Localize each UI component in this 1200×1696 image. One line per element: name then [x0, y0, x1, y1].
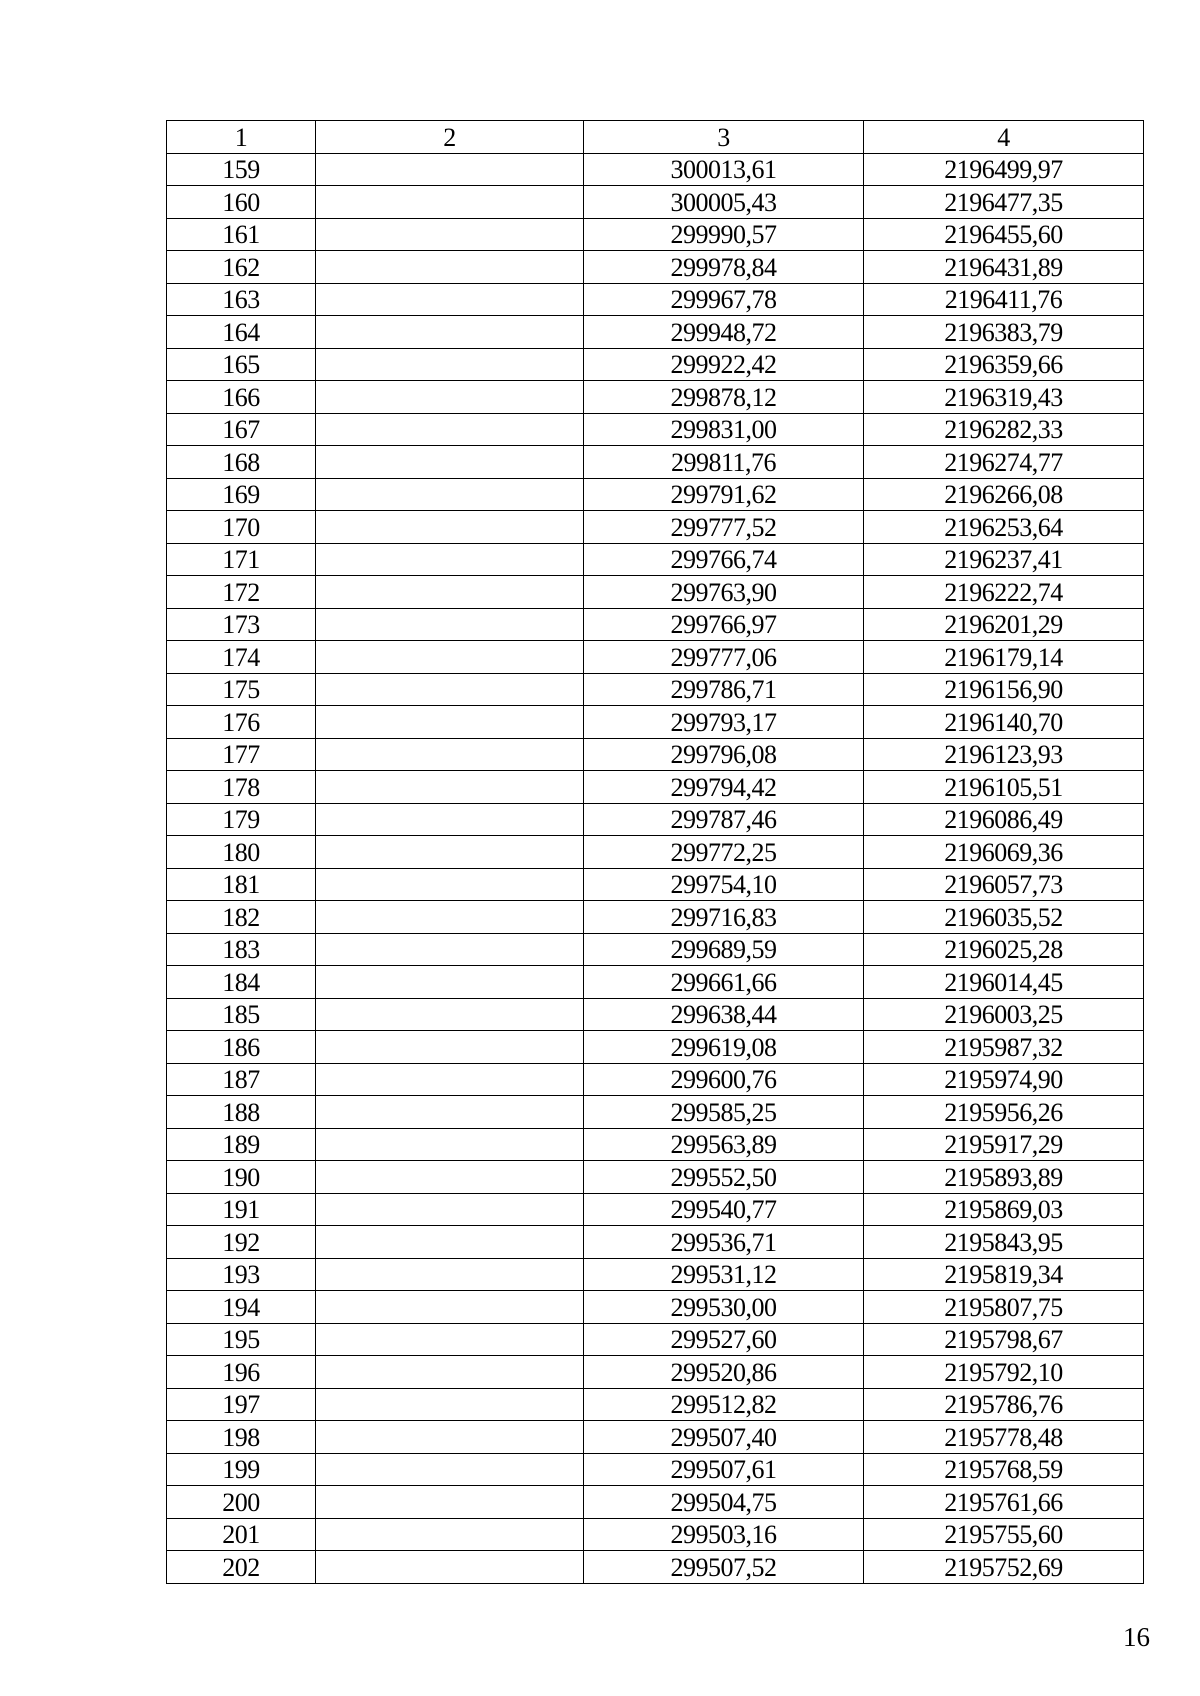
- x-coordinate-cell: 300005,43: [584, 186, 864, 219]
- y-coordinate-cell: 2196455,60: [864, 218, 1144, 251]
- page-number: 16: [1123, 1622, 1150, 1652]
- table-row: [167, 1193, 1144, 1226]
- empty-cell: [316, 316, 584, 349]
- point-number-cell: 177: [167, 738, 316, 771]
- point-number-cell: 160: [167, 186, 316, 219]
- y-coordinate-cell: 2196477,35: [864, 186, 1144, 219]
- y-coordinate-cell: 2196105,51: [864, 771, 1144, 804]
- table-row: [167, 316, 1144, 349]
- table-row: [167, 868, 1144, 901]
- y-coordinate-cell: 2196319,43: [864, 381, 1144, 414]
- x-coordinate-cell: 299512,82: [584, 1388, 864, 1421]
- point-number-cell: 174: [167, 641, 316, 674]
- empty-cell: [316, 1063, 584, 1096]
- empty-cell: [316, 836, 584, 869]
- x-coordinate-cell: 299796,08: [584, 738, 864, 771]
- y-coordinate-cell: 2196222,74: [864, 576, 1144, 609]
- y-coordinate-cell: 2196431,89: [864, 251, 1144, 284]
- x-coordinate-cell: 299772,25: [584, 836, 864, 869]
- y-coordinate-cell: 2196014,45: [864, 966, 1144, 999]
- point-number-cell: 200: [167, 1486, 316, 1519]
- y-coordinate-cell: 2196179,14: [864, 641, 1144, 674]
- y-coordinate-cell: 2196123,93: [864, 738, 1144, 771]
- x-coordinate-cell: 299766,74: [584, 543, 864, 576]
- point-number-cell: 194: [167, 1291, 316, 1324]
- x-coordinate-cell: 299504,75: [584, 1486, 864, 1519]
- table-row: [167, 998, 1144, 1031]
- table-row: [167, 1356, 1144, 1389]
- empty-cell: [316, 1031, 584, 1064]
- point-number-cell: 169: [167, 478, 316, 511]
- point-number-cell: 172: [167, 576, 316, 609]
- point-number-cell: 187: [167, 1063, 316, 1096]
- y-coordinate-cell: 2196140,70: [864, 706, 1144, 739]
- y-coordinate-cell: 2195792,10: [864, 1356, 1144, 1389]
- column-header-3: 3: [584, 121, 864, 154]
- y-coordinate-cell: 2196156,90: [864, 673, 1144, 706]
- x-coordinate-cell: 299990,57: [584, 218, 864, 251]
- point-number-cell: 175: [167, 673, 316, 706]
- y-coordinate-cell: 2196266,08: [864, 478, 1144, 511]
- x-coordinate-cell: 299507,52: [584, 1551, 864, 1584]
- empty-cell: [316, 543, 584, 576]
- x-coordinate-cell: 299793,17: [584, 706, 864, 739]
- x-coordinate-cell: 299536,71: [584, 1226, 864, 1259]
- x-coordinate-cell: 299507,61: [584, 1453, 864, 1486]
- table-row: [167, 1453, 1144, 1486]
- table-row: [167, 933, 1144, 966]
- x-coordinate-cell: 299766,97: [584, 608, 864, 641]
- table-row: [167, 771, 1144, 804]
- empty-cell: [316, 901, 584, 934]
- x-coordinate-cell: 299530,00: [584, 1291, 864, 1324]
- y-coordinate-cell: 2196282,33: [864, 413, 1144, 446]
- empty-cell: [316, 608, 584, 641]
- table-row: [167, 836, 1144, 869]
- x-coordinate-cell: 299585,25: [584, 1096, 864, 1129]
- empty-cell: [316, 153, 584, 186]
- y-coordinate-cell: 2195752,69: [864, 1551, 1144, 1584]
- table-row: [167, 803, 1144, 836]
- y-coordinate-cell: 2195869,03: [864, 1193, 1144, 1226]
- column-header-4: 4: [864, 121, 1144, 154]
- point-number-cell: 195: [167, 1323, 316, 1356]
- y-coordinate-cell: 2196057,73: [864, 868, 1144, 901]
- point-number-cell: 173: [167, 608, 316, 641]
- point-number-cell: 190: [167, 1161, 316, 1194]
- x-coordinate-cell: 299787,46: [584, 803, 864, 836]
- table-row: [167, 1421, 1144, 1454]
- empty-cell: [316, 413, 584, 446]
- y-coordinate-cell: 2196035,52: [864, 901, 1144, 934]
- y-coordinate-cell: 2195768,59: [864, 1453, 1144, 1486]
- x-coordinate-cell: 299922,42: [584, 348, 864, 381]
- empty-cell: [316, 511, 584, 544]
- column-header-1: 1: [167, 121, 316, 154]
- empty-cell: [316, 381, 584, 414]
- table-row: [167, 966, 1144, 999]
- point-number-cell: 171: [167, 543, 316, 576]
- y-coordinate-cell: 2196003,25: [864, 998, 1144, 1031]
- table-row: [167, 153, 1144, 186]
- x-coordinate-cell: 299878,12: [584, 381, 864, 414]
- point-number-cell: 180: [167, 836, 316, 869]
- empty-cell: [316, 706, 584, 739]
- y-coordinate-cell: 2195819,34: [864, 1258, 1144, 1291]
- table-row: [167, 446, 1144, 479]
- table-row: [167, 1031, 1144, 1064]
- y-coordinate-cell: 2196359,66: [864, 348, 1144, 381]
- point-number-cell: 192: [167, 1226, 316, 1259]
- y-coordinate-cell: 2195761,66: [864, 1486, 1144, 1519]
- y-coordinate-cell: 2196237,41: [864, 543, 1144, 576]
- y-coordinate-cell: 2195843,95: [864, 1226, 1144, 1259]
- point-number-cell: 197: [167, 1388, 316, 1421]
- empty-cell: [316, 478, 584, 511]
- point-number-cell: 201: [167, 1518, 316, 1551]
- table-row: [167, 478, 1144, 511]
- table-row: [167, 218, 1144, 251]
- y-coordinate-cell: 2196411,76: [864, 283, 1144, 316]
- table-row: [167, 673, 1144, 706]
- coordinates-table: [166, 120, 1144, 1584]
- point-number-cell: 191: [167, 1193, 316, 1226]
- point-number-cell: 179: [167, 803, 316, 836]
- y-coordinate-cell: 2195786,76: [864, 1388, 1144, 1421]
- x-coordinate-cell: 299716,83: [584, 901, 864, 934]
- y-coordinate-cell: 2195778,48: [864, 1421, 1144, 1454]
- point-number-cell: 196: [167, 1356, 316, 1389]
- point-number-cell: 202: [167, 1551, 316, 1584]
- point-number-cell: 184: [167, 966, 316, 999]
- table-row: [167, 413, 1144, 446]
- point-number-cell: 198: [167, 1421, 316, 1454]
- empty-cell: [316, 771, 584, 804]
- table-row: [167, 251, 1144, 284]
- y-coordinate-cell: 2195956,26: [864, 1096, 1144, 1129]
- table-row: [167, 1486, 1144, 1519]
- empty-cell: [316, 283, 584, 316]
- y-coordinate-cell: 2195987,32: [864, 1031, 1144, 1064]
- empty-cell: [316, 738, 584, 771]
- point-number-cell: 178: [167, 771, 316, 804]
- table-row: [167, 1063, 1144, 1096]
- empty-cell: [316, 1291, 584, 1324]
- x-coordinate-cell: 299661,66: [584, 966, 864, 999]
- empty-cell: [316, 933, 584, 966]
- empty-cell: [316, 803, 584, 836]
- point-number-cell: 165: [167, 348, 316, 381]
- empty-cell: [316, 348, 584, 381]
- point-number-cell: 167: [167, 413, 316, 446]
- point-number-cell: 189: [167, 1128, 316, 1161]
- x-coordinate-cell: 299794,42: [584, 771, 864, 804]
- table-row: [167, 348, 1144, 381]
- point-number-cell: 181: [167, 868, 316, 901]
- x-coordinate-cell: 299791,62: [584, 478, 864, 511]
- empty-cell: [316, 641, 584, 674]
- x-coordinate-cell: 299531,12: [584, 1258, 864, 1291]
- table-row: [167, 738, 1144, 771]
- x-coordinate-cell: 299540,77: [584, 1193, 864, 1226]
- x-coordinate-cell: 299777,52: [584, 511, 864, 544]
- point-number-cell: 162: [167, 251, 316, 284]
- x-coordinate-cell: 299520,86: [584, 1356, 864, 1389]
- x-coordinate-cell: 299831,00: [584, 413, 864, 446]
- empty-cell: [316, 1128, 584, 1161]
- coordinates-table-body: [167, 121, 1144, 1584]
- table-row: [167, 641, 1144, 674]
- table-row: [167, 511, 1144, 544]
- empty-cell: [316, 1388, 584, 1421]
- table-row: [167, 1128, 1144, 1161]
- table-row: [167, 1388, 1144, 1421]
- point-number-cell: 159: [167, 153, 316, 186]
- y-coordinate-cell: 2195755,60: [864, 1518, 1144, 1551]
- y-coordinate-cell: 2196201,29: [864, 608, 1144, 641]
- point-number-cell: 166: [167, 381, 316, 414]
- x-coordinate-cell: 299763,90: [584, 576, 864, 609]
- empty-cell: [316, 868, 584, 901]
- x-coordinate-cell: 299619,08: [584, 1031, 864, 1064]
- y-coordinate-cell: 2196499,97: [864, 153, 1144, 186]
- point-number-cell: 185: [167, 998, 316, 1031]
- column-header-2: 2: [316, 121, 584, 154]
- table-row: [167, 1518, 1144, 1551]
- x-coordinate-cell: 299689,59: [584, 933, 864, 966]
- empty-cell: [316, 1453, 584, 1486]
- x-coordinate-cell: 299786,71: [584, 673, 864, 706]
- empty-cell: [316, 446, 584, 479]
- table-row: [167, 576, 1144, 609]
- table-row: [167, 186, 1144, 219]
- point-number-cell: 168: [167, 446, 316, 479]
- empty-cell: [316, 1421, 584, 1454]
- point-number-cell: 186: [167, 1031, 316, 1064]
- point-number-cell: 161: [167, 218, 316, 251]
- x-coordinate-cell: 299754,10: [584, 868, 864, 901]
- empty-cell: [316, 251, 584, 284]
- y-coordinate-cell: 2196086,49: [864, 803, 1144, 836]
- empty-cell: [316, 998, 584, 1031]
- x-coordinate-cell: 300013,61: [584, 153, 864, 186]
- empty-cell: [316, 1486, 584, 1519]
- table-row: [167, 1258, 1144, 1291]
- table-row: [167, 543, 1144, 576]
- empty-cell: [316, 1161, 584, 1194]
- table-row: [167, 706, 1144, 739]
- y-coordinate-cell: 2196274,77: [864, 446, 1144, 479]
- point-number-cell: 176: [167, 706, 316, 739]
- table-row: [167, 901, 1144, 934]
- empty-cell: [316, 1356, 584, 1389]
- empty-cell: [316, 1193, 584, 1226]
- table-row: [167, 608, 1144, 641]
- x-coordinate-cell: 299552,50: [584, 1161, 864, 1194]
- empty-cell: [316, 966, 584, 999]
- point-number-cell: 182: [167, 901, 316, 934]
- x-coordinate-cell: 299978,84: [584, 251, 864, 284]
- x-coordinate-cell: 299777,06: [584, 641, 864, 674]
- empty-cell: [316, 1096, 584, 1129]
- empty-cell: [316, 1226, 584, 1259]
- table-row: [167, 1323, 1144, 1356]
- x-coordinate-cell: 299600,76: [584, 1063, 864, 1096]
- table-row: [167, 1291, 1144, 1324]
- y-coordinate-cell: 2195917,29: [864, 1128, 1144, 1161]
- y-coordinate-cell: 2195974,90: [864, 1063, 1144, 1096]
- x-coordinate-cell: 299967,78: [584, 283, 864, 316]
- table-row: [167, 1161, 1144, 1194]
- x-coordinate-cell: 299811,76: [584, 446, 864, 479]
- x-coordinate-cell: 299527,60: [584, 1323, 864, 1356]
- table-row: [167, 1096, 1144, 1129]
- table-row: [167, 381, 1144, 414]
- x-coordinate-cell: 299503,16: [584, 1518, 864, 1551]
- x-coordinate-cell: 299507,40: [584, 1421, 864, 1454]
- point-number-cell: 199: [167, 1453, 316, 1486]
- empty-cell: [316, 1551, 584, 1584]
- x-coordinate-cell: 299563,89: [584, 1128, 864, 1161]
- point-number-cell: 193: [167, 1258, 316, 1291]
- y-coordinate-cell: 2196383,79: [864, 316, 1144, 349]
- empty-cell: [316, 673, 584, 706]
- empty-cell: [316, 1518, 584, 1551]
- table-row: [167, 1551, 1144, 1584]
- table-header-row: [167, 121, 1144, 154]
- empty-cell: [316, 218, 584, 251]
- empty-cell: [316, 576, 584, 609]
- y-coordinate-cell: 2195807,75: [864, 1291, 1144, 1324]
- y-coordinate-cell: 2196025,28: [864, 933, 1144, 966]
- point-number-cell: 188: [167, 1096, 316, 1129]
- y-coordinate-cell: 2195798,67: [864, 1323, 1144, 1356]
- empty-cell: [316, 1258, 584, 1291]
- x-coordinate-cell: 299638,44: [584, 998, 864, 1031]
- point-number-cell: 183: [167, 933, 316, 966]
- table-row: [167, 283, 1144, 316]
- point-number-cell: 164: [167, 316, 316, 349]
- x-coordinate-cell: 299948,72: [584, 316, 864, 349]
- point-number-cell: 163: [167, 283, 316, 316]
- y-coordinate-cell: 2196069,36: [864, 836, 1144, 869]
- empty-cell: [316, 1323, 584, 1356]
- y-coordinate-cell: 2195893,89: [864, 1161, 1144, 1194]
- empty-cell: [316, 186, 584, 219]
- y-coordinate-cell: 2196253,64: [864, 511, 1144, 544]
- table-row: [167, 1226, 1144, 1259]
- point-number-cell: 170: [167, 511, 316, 544]
